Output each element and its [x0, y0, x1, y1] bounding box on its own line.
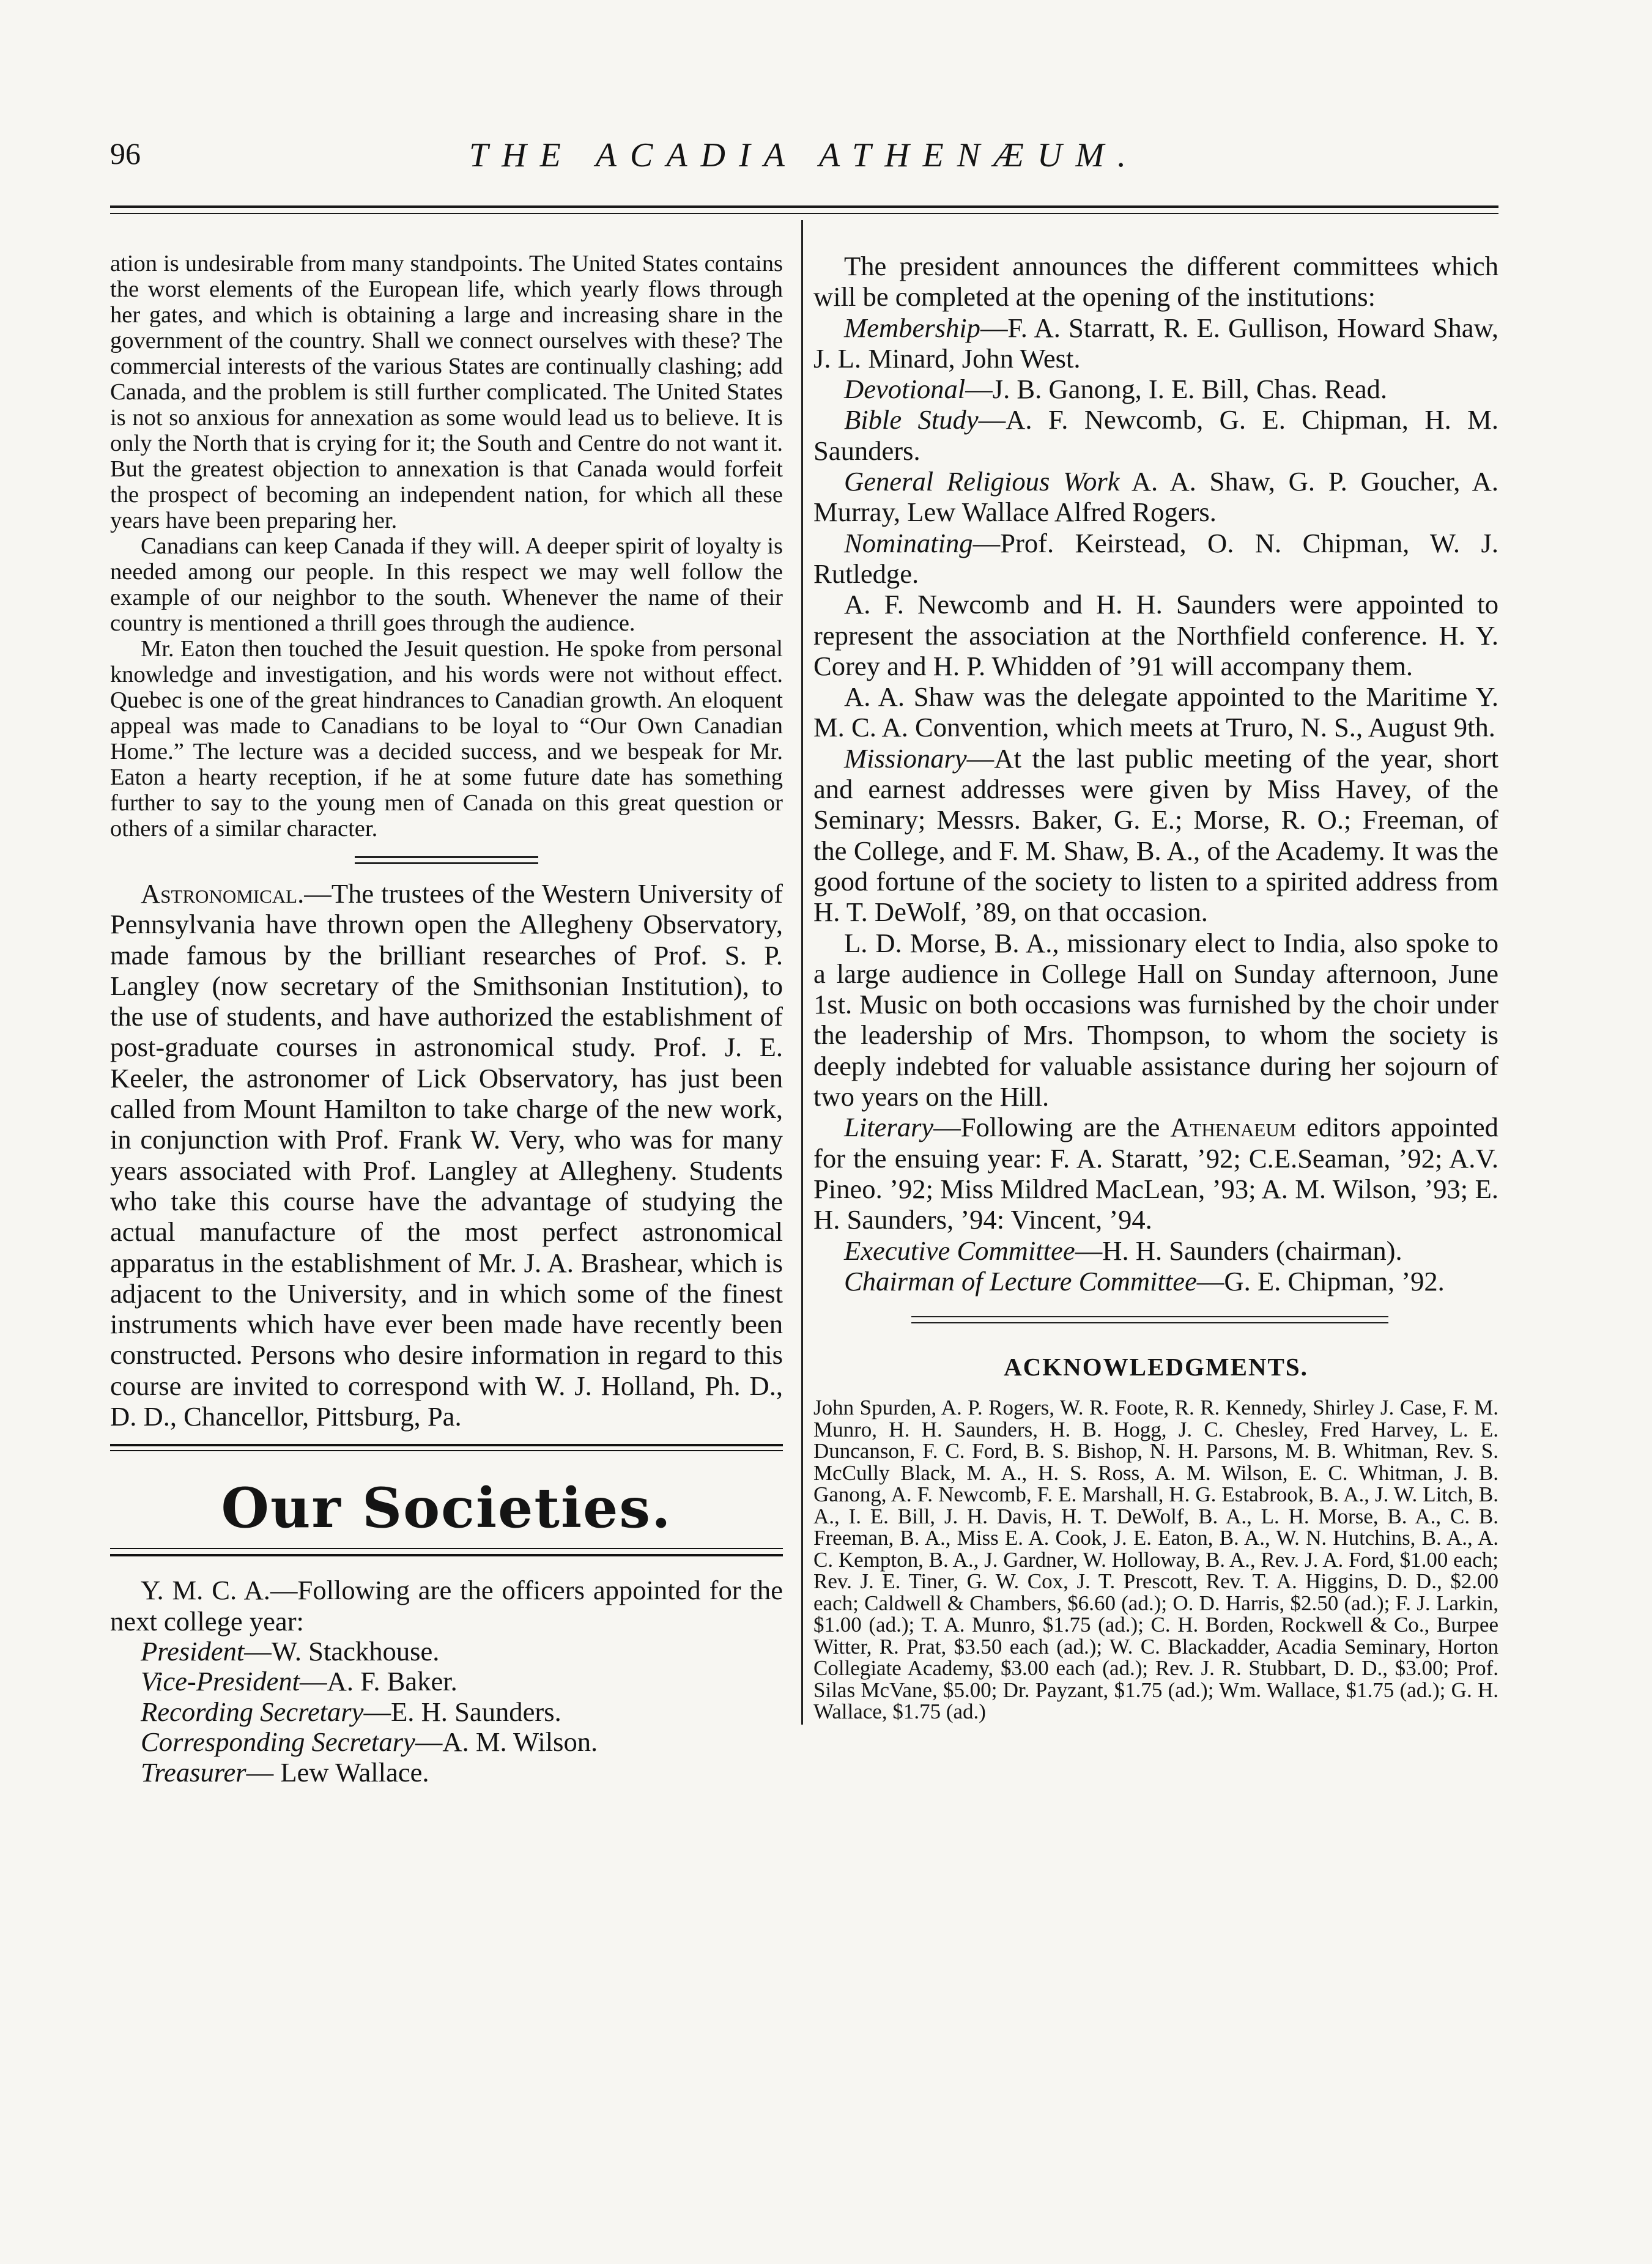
paragraph-label: Literary — [844, 1112, 934, 1143]
northfield-paragraph: A. F. Newcomb and H. H. Saunders were appointed to represent the association at the Northfield conference. H. Y. Corey and H. P. Whidden of ’91 will accompany them. — [813, 589, 1498, 681]
committee-members: —Prof. Keirstead, O. N. Chipman, W. J. Rutledge. — [813, 527, 1498, 589]
committee-label: Bible Study — [844, 404, 979, 435]
committee-membership — [813, 313, 1498, 374]
officer-role: Treasurer — [141, 1756, 246, 1788]
athenaeum-name: Athenaeum — [1170, 1112, 1297, 1143]
left-column — [110, 251, 783, 1788]
committee-members: —J. B. Ganong, I. E. Bill, Chas. Read. — [965, 374, 1388, 405]
header-rule-thick — [110, 205, 1498, 208]
morse-paragraph: L. D. Morse, B. A., missionary elect to India, also spoke to a large audience in College Hall on Sunday afternoon, June 1st. Music on both occasions was furnished by the choir under the leadership of Mrs. Thompson, to whom the society is deeply indebted for valuable assistance during her sojourn of two years on the Hill. — [813, 927, 1498, 1112]
paragraph-body: —At the last public meeting of the year, short and earnest addresses were given by Miss Havey, of the Seminary; Messrs. Baker, G. E.; Morse, R. O.; Freeman, of the College, and F. M. Shaw, B. A., of the Academy. It was the good fortune of the society to listen to a spirited address from H. T. DeWolf, ’89, on that occasion. — [813, 742, 1498, 928]
paragraph-label: Executive Committee — [844, 1235, 1075, 1266]
running-title: THE ACADIA ATHENÆUM. — [469, 136, 1139, 174]
committee-label: General Religious Work — [844, 466, 1120, 497]
section-separator — [110, 1432, 783, 1474]
committee-bible-study — [813, 404, 1498, 466]
officer-line — [110, 1697, 783, 1728]
committees-intro: The president announces the different committees which will be completed at the opening of the institutions: — [813, 251, 1498, 313]
officer-name: —A. M. Wilson. — [415, 1726, 598, 1758]
executive-committee — [813, 1235, 1498, 1266]
acknowledgments-heading: ACKNOWLEDGMENTS. — [1004, 1353, 1308, 1382]
page-header — [110, 122, 1498, 177]
committee-members: —A. F. Newcomb, G. E. Chipman, H. M. Saunders. — [813, 404, 1498, 466]
officer-role: Corresponding Secretary — [141, 1726, 415, 1758]
section-separator — [813, 1297, 1498, 1345]
officer-role: President — [141, 1635, 245, 1667]
officer-line — [110, 1758, 783, 1788]
astronomical-article — [110, 878, 783, 1432]
section-heading: Our Societies. — [221, 1476, 672, 1541]
article-paragraph: ation is undesirable from many standpoints. The United States contains the worst elements of the European life, which yearly flows through her gates, and which is obtaining a large and increasing share in the government of the country. Shall we connect ourselves with these? The commercial interests of the various States are continually clashing; add Canada, and the problem is still further complicated. The United States is not so anxious for annexation as some would lead us to believe. It is only the North that is crying for it; the South and Centre do not want it. But the greatest objection to annexation is that Canada would forfeit the prospect of becoming an independent nation, for which all these years have been preparing her. — [110, 251, 783, 533]
committee-label: Devotional — [844, 374, 966, 405]
officer-name: —A. F. Baker. — [300, 1666, 457, 1697]
paragraph-body: editors appointed for the ensuing year: F. A. Staratt, ’92; C.E.Seaman, ’92; A.V. Pineo. ’92; Miss Mildred MacLean, ’93; A. M. Wilson, ’93; E. H. Saunders, ’94: Vincent, ’94. — [813, 1112, 1498, 1235]
officer-name: —E. H. Saunders. — [363, 1696, 561, 1727]
officer-line — [110, 1637, 783, 1667]
article-lead: Astronomical. — [141, 878, 305, 909]
lecture-committee — [813, 1266, 1498, 1297]
officer-role: Recording Secretary — [141, 1696, 364, 1727]
literary-paragraph — [813, 1112, 1498, 1235]
paragraph-body: —G. E. Chipman, ’92. — [1196, 1265, 1445, 1297]
page-number: 96 — [110, 136, 141, 171]
ymca-intro: Y. M. C. A.—Following are the officers appointed for the next college year: — [110, 1575, 783, 1637]
section-separator — [110, 842, 783, 878]
committee-label: Membership — [844, 312, 980, 343]
committee-members: —F. A. Starratt, R. E. Gullison, Howard Shaw, J. L. Minard, John West. — [813, 312, 1498, 374]
paragraph-label: Chairman of Lecture Committee — [844, 1265, 1197, 1297]
article-paragraph: Mr. Eaton then touched the Jesuit question. He spoke from personal knowledge and investigation, and his words were not without effect. Quebec is one of the great hindrances to Canadian growth. An eloquent appeal was made to Canadians to be loyal to “Our Own Canadian Home.” The lecture was a decided success, and we bespeak for Mr. Eaton a hearty reception, if he at some future date has something further to say to the young men of Canada on this great question or others of a similar character. — [110, 636, 783, 842]
officer-name: — Lew Wallace. — [246, 1756, 429, 1788]
officer-line — [110, 1667, 783, 1697]
committee-nominating — [813, 528, 1498, 590]
section-heading-rules — [110, 1542, 783, 1569]
committee-label: Nominating — [844, 527, 973, 558]
paragraph-label: Missionary — [844, 742, 967, 774]
committee-devotional — [813, 374, 1498, 404]
acknowledgments-list: John Spurden, A. P. Rogers, W. R. Foote, R. R. Kennedy, Shirley J. Case, F. M. Munro, H. H. Saunders, H. B. Hogg, J. C. Chesley, Fred Harvey, L. E. Duncanson, F. C. Ford, B. S. Bishop, N. H. Parsons, M. B. Whitman, Rev. S. McCully Black, M. A., H. S. Ross, A. M. Wilson, E. C. Whitman, J. B. Ganong, A. F. Newcomb, F. E. Marshall, H. G. Estabrook, B. A., J. W. Litch, B. A., I. E. Bill, J. H. Davis, H. T. DeWolf, B. A., L. H. Morse, B. A., C. B. Freeman, B. A., Miss E. A. Cook, J. E. Eaton, B. A., W. N. Hutchins, B. A., A. C. Kempton, B. A., J. Gardner, W. Holloway, B. A., Rev. J. A. Ford, $1.00 each; Rev. J. E. Tiner, G. W. Cox, J. T. Prescott, Rev. T. A. Higgins, D. D., $2.00 each; Caldwell & Chambers, $6.60 (ad.); O. D. Harris, $2.50 (ad.); F. J. Larkin, $1.00 (ad.); T. A. Munro, $1.75 (ad.); C. H. Borden, Rockwell & Co., Burpee Witter, R. Prat, $3.50 each (ad.); W. C. Blackadder, Acadia Seminary, Horton Collegiate Academy, $3.00 each (ad.); Rev. J. R. Stubbart, D. D., $3.00; Prof. Silas McVane, $5.00; Dr. Payzant, $1.75 (ad.); Wm. Wallace, $1.75 (ad.); G. H. Wallace, $1.75 (ad.) — [813, 1396, 1498, 1724]
right-column — [813, 251, 1498, 1723]
paragraph-body: —H. H. Saunders (chairman). — [1075, 1235, 1402, 1266]
paragraph-body: —Following are the — [933, 1112, 1171, 1143]
convention-paragraph: A. A. Shaw was the delegate appointed to the Maritime Y. M. C. A. Convention, which meets at Truro, N. S., August 9th. — [813, 681, 1498, 743]
officer-role: Vice-President — [141, 1666, 300, 1697]
header-rule-thin — [110, 213, 1498, 214]
article-body: —The trustees of the Western University of Pennsylvania have thrown open the Allegheny Observatory, made famous by the brilliant researches of Prof. S. P. Langley (now secretary of the Smithsonian Institution), to the use of students, and have authorized the establishment of post-graduate courses in astronomical study. Prof. J. E. Keeler, the astronomer of Lick Observatory, has just been called from Mount Hamilton to take charge of the new work, in conjunction with Prof. Frank W. Very, who was for many years associated with Prof. Langley at Allegheny. Students who take this course have the advantage of studying the actual manufacture of the most perfect astronomical apparatus in the establishment of Mr. J. A. Brashear, which is adjacent to the University, and in which some of the finest instruments which have ever been made have recently been constructed. Persons who desire information in regard to this course are invited to correspond with W. J. Holland, Ph. D., D. D., Chancellor, Pittsburg, Pa. — [110, 878, 783, 1432]
committee-general-religious — [813, 466, 1498, 528]
officer-name: —W. Stackhouse. — [244, 1635, 440, 1667]
missionary-paragraph — [813, 743, 1498, 928]
column-divider — [801, 220, 803, 1725]
officer-line — [110, 1727, 783, 1758]
article-paragraph: Canadians can keep Canada if they will. A deeper spirit of loyalty is needed among our people. In this respect we may well follow the example of our neighbor to the south. Whenever the name of their country is mentioned a thrill goes through the audience. — [110, 533, 783, 636]
committee-members: A. A. Shaw, G. P. Goucher, A. Murray, Lew Wallace Alfred Rogers. — [813, 466, 1498, 528]
